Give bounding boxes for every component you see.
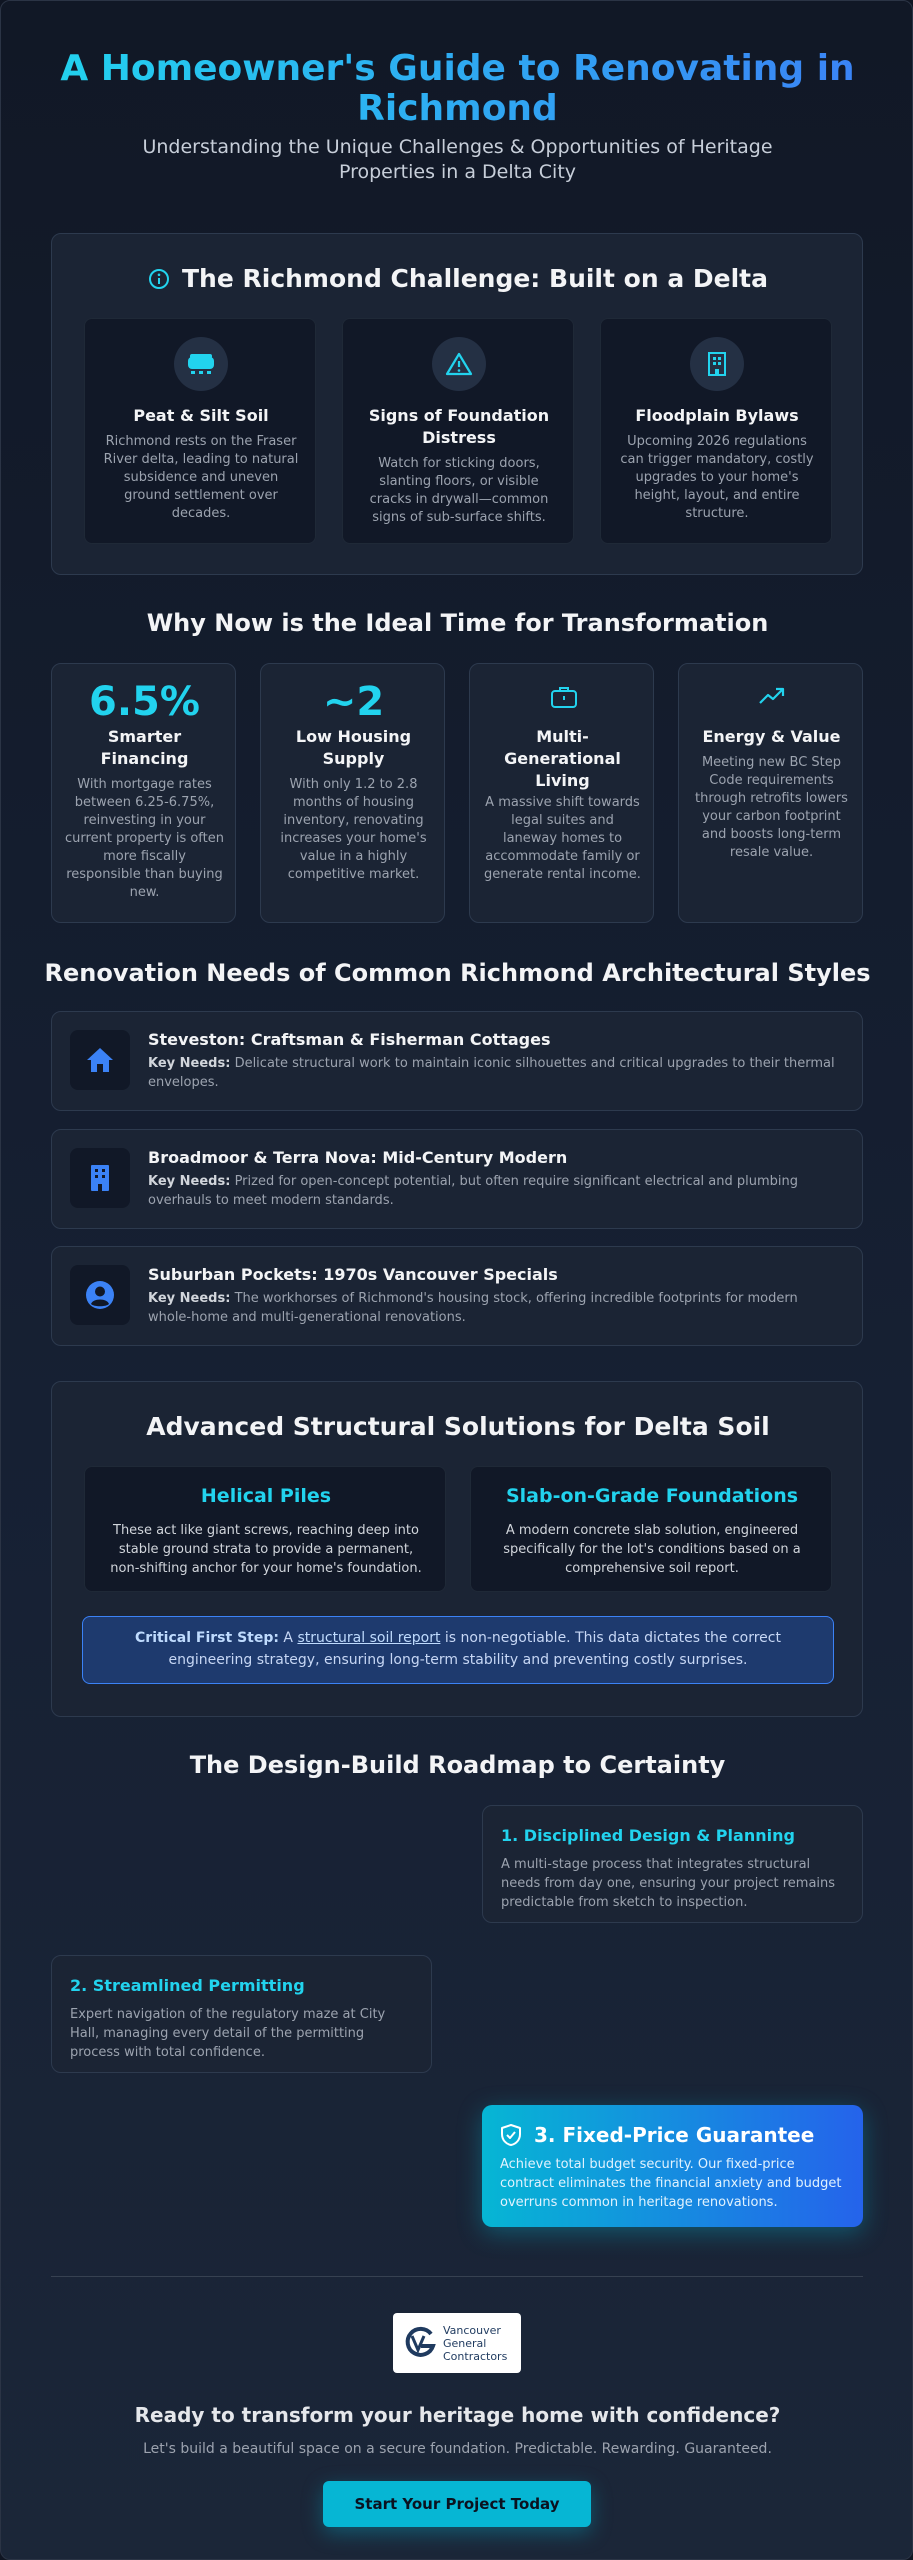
solution-text: A modern concrete slab solution, engineered specifically for the lot's conditions based on a comprehensive soil report. [503,1523,801,1576]
style-item-desc: The workhorses of Richmond's housing stock, offering incredible footprints for modern whole-home and multi-generational renovations. [148,1291,798,1325]
challenge-card-text: Watch for sticking doors, slanting floors, or visible cracks in drywall—common signs of sub-surface shifts. [369,456,549,525]
company-logo [393,2313,521,2373]
logo-mark-icon [403,2326,437,2360]
roadmap-step-text: Achieve total budget security. Our fixed-price contract eliminates the financial anxiety and budget overruns common in heritage renovations. [500,2157,842,2210]
key-needs-label: Key Needs: [148,1291,231,1306]
roadmap-step-text: Expert navigation of the regulatory maze at City Hall, managing every detail of the permitting process with total confidence. [70,2007,386,2060]
shield-check-icon [500,2123,522,2147]
stat-title: Smarter Financing [100,727,189,768]
warning-icon [432,337,486,391]
roadmap-step [51,1955,432,2073]
style-item-title: Broadmoor & Terra Nova: Mid-Century Modern [148,1148,568,1167]
stat-text: With mortgage rates between 6.25-6.75%, reinvesting in your current property is often more fiscally responsible than buying new. [65,777,224,900]
challenge-card-text: Upcoming 2026 regulations can trigger mandatory, costly upgrades to your home's height, layout, and entire structure. [620,434,814,521]
challenge-card [84,318,316,544]
challenge-card-title: Signs of Foundation Distress [368,406,550,447]
challenge-card-title: Floodplain Bylaws [635,406,799,425]
roadmap-step-highlight [482,2105,863,2227]
key-needs-label: Key Needs: [148,1056,231,1071]
soil-report-link[interactable]: structural soil report [297,1630,441,1646]
style-item [51,1246,863,1346]
stat-text: With only 1.2 to 2.8 months of housing inventory, renovating increases your home's value in a highly competitive market. [280,777,427,882]
style-item-text [148,1289,838,1327]
key-needs-label: Key Needs: [148,1174,231,1189]
style-item-title: Suburban Pockets: 1970s Vancouver Specials [148,1265,558,1284]
critical-step-callout [82,1616,834,1684]
callout-pre: A [278,1630,298,1646]
roadmap-step-title: 3. Fixed-Price Guarantee [534,2123,815,2147]
stat-title: Multi-Generational Living [504,727,621,790]
trending-up-icon [758,686,786,710]
building-icon [690,337,744,391]
stat-card [469,663,654,923]
page-subtitle: Understanding the Unique Challenges & Opportunities of Heritage Properties in a Delta City [142,136,773,183]
challenge-card-text: Richmond rests on the Fraser River delta, leading to natural subsidence and uneven ground settlement over decades. [103,434,299,521]
stat-card [51,663,236,923]
stat-card [678,663,863,923]
style-item-text [148,1172,838,1210]
stat-text: A massive shift towards legal suites and laneway homes to accommodate family or generate rental income. [484,795,641,882]
why-now-title: Why Now is the Ideal Time for Transformation [146,609,769,637]
solution-card [470,1466,832,1592]
challenge-panel [51,233,863,575]
style-item-desc: Prized for open-concept potential, but often require significant electrical and plumbing overhauls to meet modern standards. [148,1174,799,1208]
home-icon [70,1030,130,1090]
start-project-button[interactable]: Start Your Project Today [323,2481,591,2527]
page-title: A Homeowner's Guide to Renovating in Richmond [41,49,874,129]
stat-title: Low Housing Supply [295,727,412,768]
roadmap-step-title: 1. Disciplined Design & Planning [501,1826,795,1845]
logo-wordmark: Vancouver General Contractors [443,2323,508,2363]
callout-lead: Critical First Step: [135,1630,279,1646]
challenge-card [600,318,832,544]
solutions-panel [51,1381,863,1717]
roadmap-title: The Design-Build Roadmap to Certainty [189,1751,726,1779]
apartment-icon [70,1148,130,1208]
roadmap-step [482,1805,863,1923]
stat-card [260,663,445,923]
style-item-text [148,1054,838,1092]
stat-value: ~2 [322,679,385,725]
challenge-title: The Richmond Challenge: Built on a Delta [181,264,769,293]
style-item-desc: Delicate structural work to maintain iconic silhouettes and critical upgrades to their thermal envelopes. [148,1056,835,1090]
style-item-title: Steveston: Craftsman & Fisherman Cottages [148,1030,551,1049]
soil-icon [174,337,228,391]
solution-title: Helical Piles [200,1485,332,1507]
style-item [51,1129,863,1229]
solution-card [84,1466,446,1592]
solution-text: These act like giant screws, reaching deep into stable ground strata to provide a permanent, non-shifting anchor for your home's foundation. [110,1523,422,1576]
roadmap-step-heading [500,2123,845,2147]
challenge-heading [52,264,864,293]
stat-value: 6.5% [89,679,200,725]
cta-text: Let's build a beautiful space on a secure foundation. Predictable. Rewarding. Guaranteed. [143,2441,772,2457]
stat-text: Meeting new BC Step Code requirements through retrofits lowers your carbon footprint and boosts long-term resale value. [695,755,848,860]
solution-title: Slab-on-Grade Foundations [505,1485,799,1507]
callout-post: is non-negotiable. This data dictates the correct engineering strategy, ensuring long-term stability and preventing costly surprises. [168,1630,781,1668]
footer-divider [51,2276,863,2277]
info-icon [148,268,170,290]
solutions-title: Advanced Structural Solutions for Delta Soil [146,1412,770,1441]
styles-title: Renovation Needs of Common Richmond Architectural Styles [44,959,871,987]
roadmap-step-text: A multi-stage process that integrates structural needs from day one, ensuring your project remains predictable from sketch to inspection. [501,1857,836,1910]
challenge-card-title: Peat & Silt Soil [133,406,269,425]
challenge-card [342,318,574,544]
roadmap-step-title: 2. Streamlined Permitting [70,1976,305,1995]
user-circle-icon [70,1265,130,1325]
style-item [51,1011,863,1111]
suitcase-icon [550,684,578,714]
stat-title: Energy & Value [702,727,841,746]
cta-title: Ready to transform your heritage home with confidence? [134,2403,781,2427]
